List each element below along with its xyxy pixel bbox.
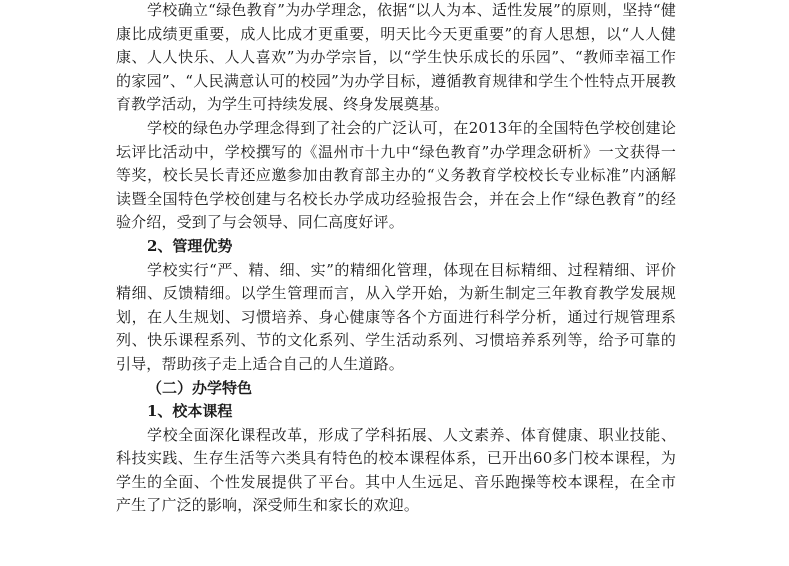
paragraph-fine-management: 学校实行“严、精、细、实”的精细化管理，体现在目标精细、过程精细、评价精细、反馈精细。以学生管理而言，从入学开始，为新生制定三年教育教学发展规划，在人生规划、习惯培养、身心健康等各个方面进行科学分析，通过行规管理系列、快乐课程系列、节的文化系列、学生活动系列、习惯培养系列等，给予可靠的引导，帮助孩子走上适合自己的人生道路。 xyxy=(116,260,676,373)
paragraph-green-education-philosophy: 学校确立“绿色教育”为办学理念，依据“以人为本、适性发展”的原则，坚持“健康比成绩更重要，成人比成才更重要，明天比今天更重要”的育人思想，以“人人健康、人人快乐、人人喜欢”为办学宗旨，以“学生快乐成长的乐园”、“教师幸福工作的家园”、“人民满意认可的校园”为办学目标，遵循教育规律和学生个性特点开展教育教学活动，为学生可持续发展、终身发展奠基。 xyxy=(116,1,676,114)
document-page xyxy=(116,0,676,518)
heading-management-advantage: 2、管理优势 xyxy=(147,236,233,255)
paragraph-recognition: 学校的绿色办学理念得到了社会的广泛认可，在2013年的全国特色学校创建论坛评比活动中，学校撰写的《温州市十九中“绿色教育”办学理念研析》一文获得一等奖，校长吴长青还应邀参加由教育部主办的“义务教育学校校长专业标准”内涵解读暨全国特色学校创建与名校长办学成功经验报告会，并在会上作“绿色教育”的经验介绍，受到了与会领导、同仁高度好评。 xyxy=(116,118,676,232)
heading-school-features: （二）办学特色 xyxy=(147,378,253,397)
paragraph-curriculum-reform: 学校全面深化课程改革，形成了学科拓展、人文素养、体育健康、职业技能、科技实践、生存生活等六类具有特色的校本课程体系，已开出60多门校本课程，为学生的全面、个性发展提供了平台。其中人生远足、音乐跑操等校本课程，在全市产生了广泛的影响，深受师生和家长的欢迎。 xyxy=(116,425,676,515)
heading-school-based-curriculum: 1、校本课程 xyxy=(147,402,233,421)
